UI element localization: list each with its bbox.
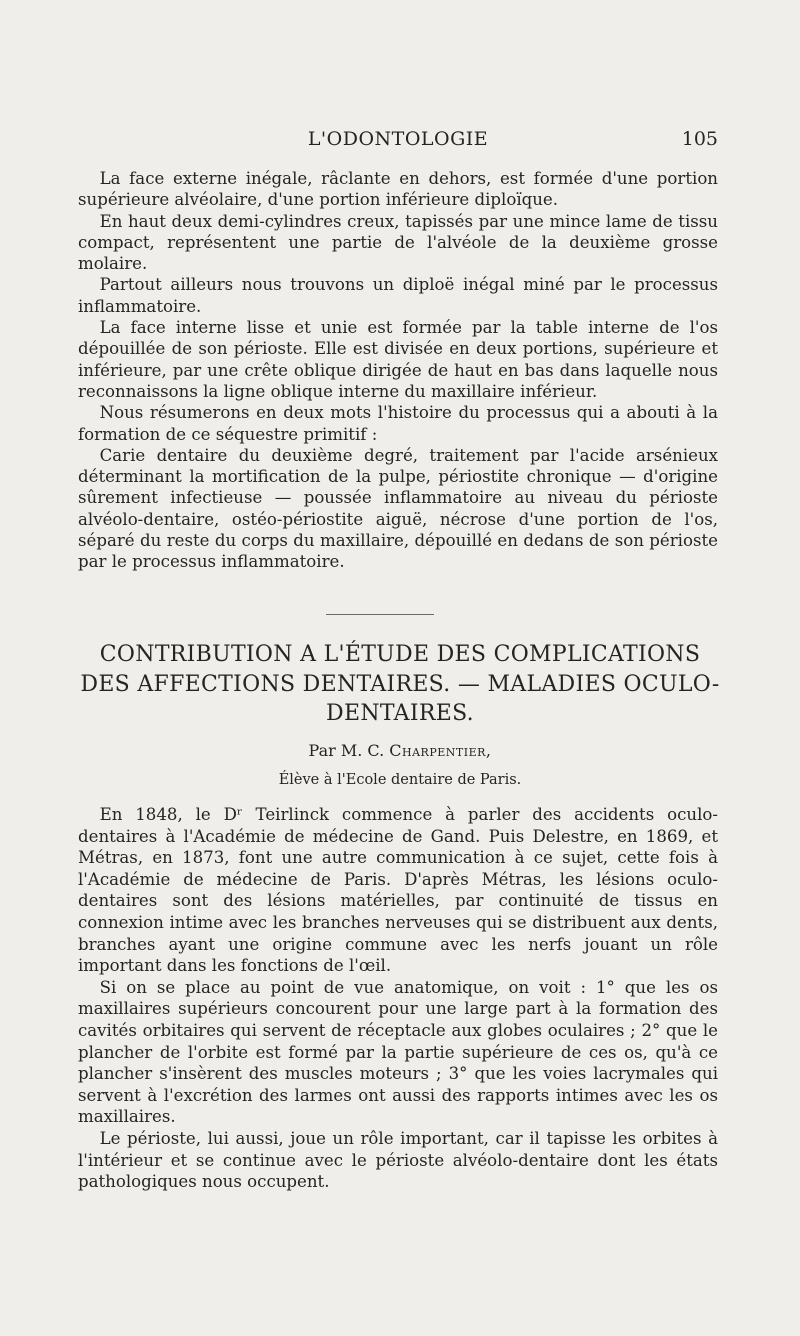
author-affiliation: Élève à l'Ecole dentaire de Paris. [278,772,522,788]
paragraph: Partout ailleurs nous trouvons un diploë inégal miné par le processus inflammatoire. [78,275,718,316]
section-divider [326,614,434,615]
section-body [78,168,718,573]
byline-prefix: Par M. C. [308,741,385,760]
paragraph: La face externe inégale, râclante en dehors, est formée d'une portion supérieure alvéolaire, d'une portion inférieure diploïque. [78,169,718,210]
paragraph: En 1848, le Dʳ Teirlinck commence à parler des accidents oculo-dentaires à l'Académie de médecine de Gand. Puis Delestre, en 1869, et Métras, en 1873, font une autre communication à ce sujet, cette fois à l'Académie de médecine de Paris. D'après Métras, les lésions oculo-dentaires sont des lésions matérielles, par continuité de tissus en connexion intime avec les branches nerveuses qui se distribuent aux dents, branches ayant une origine commune avec les nerfs jouant un rôle important dans les fonctions de l'œil. [78,805,718,976]
paragraph: Nous résumerons en deux mots l'histoire du processus qui a abouti à la formation de ce séquestre primitif : [78,403,718,444]
article-body [78,804,718,1193]
article-title-line: CONTRIBUTION A L'ÉTUDE DES COMPLICATIONS [99,642,701,667]
author-name: Charpentier, [389,741,492,760]
paragraph: Le périoste, lui aussi, joue un rôle important, car il tapisse les orbites à l'intérieur et se continue avec le périoste alvéolo-dentaire dont les états pathologiques nous occupent. [78,1128,718,1192]
article-title [60,640,740,729]
paragraph: En haut deux demi-cylindres creux, tapissés par une mince lame de tissu compact, représentent une partie de l'alvéole de la deuxième grosse molaire. [78,211,718,274]
byline [60,740,740,762]
running-title: L'ODONTOLOGIE [307,128,489,150]
paragraph: Carie dentaire du deuxième degré, traitement par l'acide arsénieux déterminant la mortification de la pulpe, périostite chronique — d'origine sûrement infectieuse — poussée inflammatoire au niveau du périoste alvéolo-dentaire, ostéo-périostite aiguë, nécrose d'une portion de l'os, séparé du reste du corps du maxillaire, dépouillé en dedans de son périoste par le processus inflammatoire. [78,445,718,572]
paragraph: Si on se place au point de vue anatomique, on voit : 1° que les os maxillaires supérieurs concourent pour une large part à la formation des cavités orbitaires qui servent de réceptacle aux globes oculaires ; 2° que le plancher de l'orbite est formé par la partie supérieure de ces os, qu'à ce plancher s'insèrent des muscles moteurs ; 3° que les voies lacrymales qui servent à l'excrétion des larmes ont aussi des rapports intimes avec les os maxillaires. [78,977,718,1127]
article-title-line: DES AFFECTIONS DENTAIRES. — MALADIES OCULO- [80,671,720,697]
article-title-line: DENTAIRES. [326,701,474,726]
running-head [78,128,718,158]
page-number: 105 [681,128,718,150]
paragraph: La face interne lisse et unie est formée par la table interne de l'os dépouillée de son périoste. Elle est divisée en deux portions, supérieure et inférieure, par une crête oblique dirigée de haut en bas dans laquelle nous reconnaissons la ligne oblique interne du maxillaire inférieur. [78,318,718,401]
